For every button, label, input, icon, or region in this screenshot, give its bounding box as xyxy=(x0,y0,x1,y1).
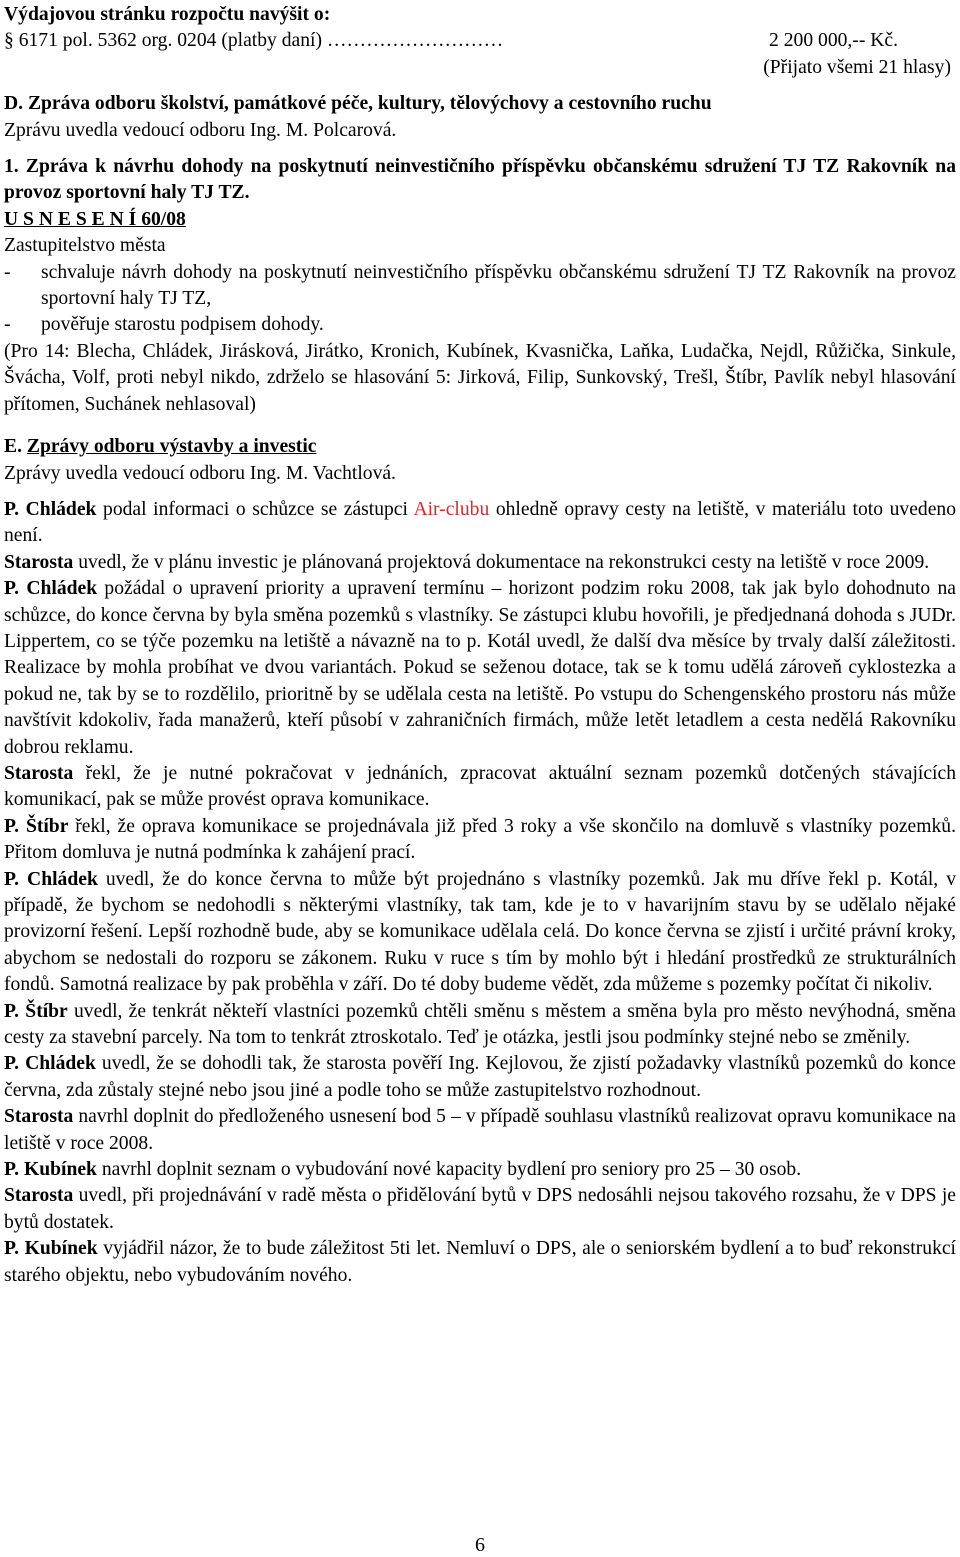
resolution-bullet xyxy=(4,260,956,313)
highlight-text: Air-clubu xyxy=(413,498,490,520)
budget-line xyxy=(4,28,956,54)
speaker: P. Štíbr xyxy=(4,1000,68,1022)
entry-text: požádal o upravení priority a upravení termínu – horizont podzim roku 2008, tak jak bylo dohodnuto na schůzce, do konce června by byla směna pozemků s vlastníky. Se zástupci klubu hovořili, je předjednaná dohoda s JUDr. Lippertem, co se týče pozemku na letiště a návazně na to p. Kotál uvedl, že další dva měsíce by trvaly další záležitosti. Realizace by mohla probíhat ve dvou variantách. Pokud se seženou dotace, tak se k tomu udělá zároveň cyklostezka a pokud ne, tak by se to rozdělilo, prioritně by se udělala cesta na letiště. Po vstupu do Schengenského prostoru nás může navštívit kdokoliv, řada manažerů, kteří působí v zahraničních firmách, může letět letadlem a cesta nedělá Rakovníku dobrou reklamu. xyxy=(4,578,956,758)
page-number: 6 xyxy=(475,1534,485,1556)
budget-heading: Výdajovou stránku rozpočtu navýšit o: xyxy=(4,4,331,25)
resolution-body: Zastupitelstvo města xyxy=(4,235,166,257)
section-e-heading: Zprávy odboru výstavby a investic xyxy=(26,436,317,458)
bullet-dash: - xyxy=(4,314,11,336)
budget-item: § 6171 pol. 5362 org. 0204 (platby daní) ……………………… xyxy=(4,30,504,52)
discussion-entry xyxy=(4,576,956,761)
entry-text: uvedl, že do konce června to může být projednáno s vlastníky pozemků. Jak mu dříve řekl p. Kotál, v případě, že bychom se nedohodli s některými vlastníky, tak tam, kde je to v havarijním stavu by se udělalo nějaké provizorní řešení. Lepší rozhodně bude, aby se komunikace udělala celá. Do konce června se zjistí i určité právní kroky, abychom se nedostali do rozporu se zákonem. Ruku v ruce s tím by mohlo být i hledání prostředků ze strukturálních fondů. Samotná realizace by pak proběhla v září. Do té doby budeme vědět, zda můžeme s pozemky počítat či nikoliv. xyxy=(4,868,956,996)
item-1-title: 1. Zpráva k návrhu dohody na poskytnutí neinvestičního příspěvku občanskému sdružení TJ TZ Rakovník na provoz sportovní haly TJ TZ. xyxy=(4,156,956,204)
speaker: Starosta xyxy=(4,762,74,784)
discussion-entry xyxy=(4,1236,956,1289)
budget-vote: (Přijato všemi 21 hlasy) xyxy=(763,56,951,78)
entry-text: uvedl, při projednávání v radě města o přidělování bytů v DPS nedosáhli nejsou takového rozsahu, že v DPS je bytů dostatek. xyxy=(4,1185,956,1233)
speaker: P. Chládek xyxy=(4,868,98,890)
section-e-title xyxy=(4,434,956,460)
entry-text: uvedl, že v plánu investic je plánovaná projektová dokumentace na rekonstrukci cesty na letiště v roce 2009. xyxy=(73,551,930,573)
speaker: P. Chládek xyxy=(4,578,98,600)
discussion xyxy=(4,497,956,1289)
discussion-entry xyxy=(4,814,956,867)
speaker: P. Chládek xyxy=(4,1053,96,1075)
entry-text: řekl, že oprava komunikace se projednávala již před 3 roky a vše skončilo na domluvě s vlastníky pozemků. Přitom domluva je nutná podmínka k zahájení prací. xyxy=(4,815,956,864)
section-d-intro: Zprávu uvedla vedoucí odboru Ing. M. Polcarová. xyxy=(4,119,397,141)
vote-result: (Pro 14: Blecha, Chládek, Jirásková, Jirátko, Kronich, Kubínek, Kvasnička, Laňka, Ludačka, Nejdl, Růžička, Sinkule, Švácha, Volf, proti nebyl nikdo, zdrželo se hlasování 5: Jirková, Filip, Sunkovský, Trešl, Štíbr, Pavlík nebyl hlasování přítomen, Suchánek nehlasoval) xyxy=(4,340,956,415)
speaker: Starosta xyxy=(4,1106,74,1128)
budget-block xyxy=(4,2,956,81)
speaker: P. Kubínek xyxy=(4,1159,97,1181)
speaker: P. Kubínek xyxy=(4,1238,98,1260)
resolution-heading: U S N E S E N Í 60/08 xyxy=(4,208,186,230)
resolution-bullet xyxy=(4,312,956,338)
discussion-entry xyxy=(4,1051,956,1104)
discussion-entry xyxy=(4,497,956,550)
speaker: P. Štíbr xyxy=(4,815,69,837)
bullet-dash: - xyxy=(4,261,11,283)
document-page xyxy=(4,2,956,1289)
speaker: P. Chládek xyxy=(4,498,97,520)
entry-text: řekl, že je nutné pokračovat v jednáních, zpracovat aktuální seznam pozemků dotčených stávajících komunikací, pak se může provést oprava komunikace. xyxy=(4,762,956,811)
discussion-entry xyxy=(4,550,956,576)
discussion-entry xyxy=(4,1104,956,1157)
discussion-entry xyxy=(4,999,956,1052)
discussion-entry xyxy=(4,1183,956,1236)
item-1 xyxy=(4,154,956,418)
entry-text: uvedl, že tenkrát někteří vlastníci pozemků chtěli směnu s městem a směna byla pro město nevýhodná, směna cesty za stavební parcely. Na tom to tenkrát ztroskotalo. Teď je otázka, jestli jsou podmínky stejné nebo se změnily. xyxy=(4,1000,956,1049)
discussion-entry xyxy=(4,867,956,999)
section-e-prefix: E. xyxy=(4,436,22,458)
section-e-intro: Zprávy uvedla vedoucí odboru Ing. M. Vachtlová. xyxy=(4,462,396,484)
discussion-entry xyxy=(4,761,956,814)
section-d-title: D. Zpráva odboru školství, památkové péče, kultury, tělovýchovy a cestovního ruchu xyxy=(4,93,712,115)
entry-text: navrhl doplnit seznam o vybudování nové kapacity bydlení pro seniory pro 25 – 30 osob. xyxy=(96,1159,802,1181)
discussion-entry xyxy=(4,1157,956,1183)
entry-text: vyjádřil názor, že to bude záležitost 5ti let. Nemluví o DPS, ale o seniorském bydlení a to buď rekonstrukcí starého objektu, nebo vybudováním nového. xyxy=(4,1238,957,1286)
bullet-text: pověřuje starostu podpisem dohody. xyxy=(41,314,324,336)
speaker: Starosta xyxy=(4,551,74,573)
section-d xyxy=(4,91,956,144)
budget-amount: 2 200 000,-- Kč. xyxy=(769,30,898,52)
entry-text: navrhl doplnit do předloženého usnesení bod 5 – v případě souhlasu vlastníků realizovat opravu komunikace na letiště v roce 2008. xyxy=(4,1106,956,1154)
entry-text: podal informaci o schůzce se zástupci xyxy=(96,498,414,520)
entry-text: ohledně opravy cesty na letiště, v materiálu toto uvedeno není. xyxy=(4,498,956,547)
bullet-text: schvaluje návrh dohody na poskytnutí neinvestičního příspěvku občanskému sdružení TJ TZ Rakovník na provoz sportovní haly TJ TZ, xyxy=(41,261,956,310)
speaker: Starosta xyxy=(4,1185,74,1207)
section-e xyxy=(4,434,956,487)
entry-text: uvedl, že se dohodli tak, že starosta pověří Ing. Kejlovou, že zjistí požadavky vlastníků pozemků do konce června, zda zůstaly stejné nebo jsou jiné a podle toho se může zastupitelstvo rozhodnout. xyxy=(4,1053,956,1101)
